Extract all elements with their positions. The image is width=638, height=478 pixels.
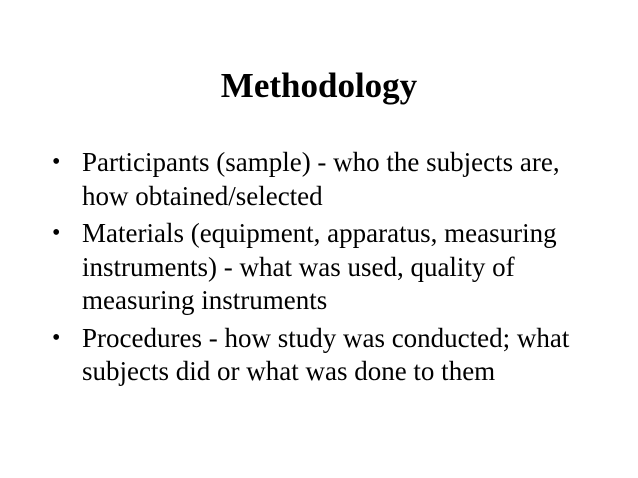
bullet-icon: • xyxy=(52,324,61,351)
bullet-icon: • xyxy=(52,220,61,246)
slide-title: Methodology xyxy=(220,66,418,105)
bullet-item-procedures xyxy=(52,322,612,389)
bullet-icon: • xyxy=(52,149,61,175)
bullet-text: Participants (sample) - who the subjects are, how obtained/selected xyxy=(82,147,560,211)
bullet-list xyxy=(52,146,612,393)
bullet-item-participants xyxy=(52,146,612,213)
bullet-text: Materials (equipment, apparatus, measuring instruments) - what was used, quality of measuring instruments xyxy=(82,218,557,315)
bullet-text: Procedures - how study was conducted; what subjects did or what was done to them xyxy=(82,322,570,386)
bullet-item-materials xyxy=(52,217,612,318)
